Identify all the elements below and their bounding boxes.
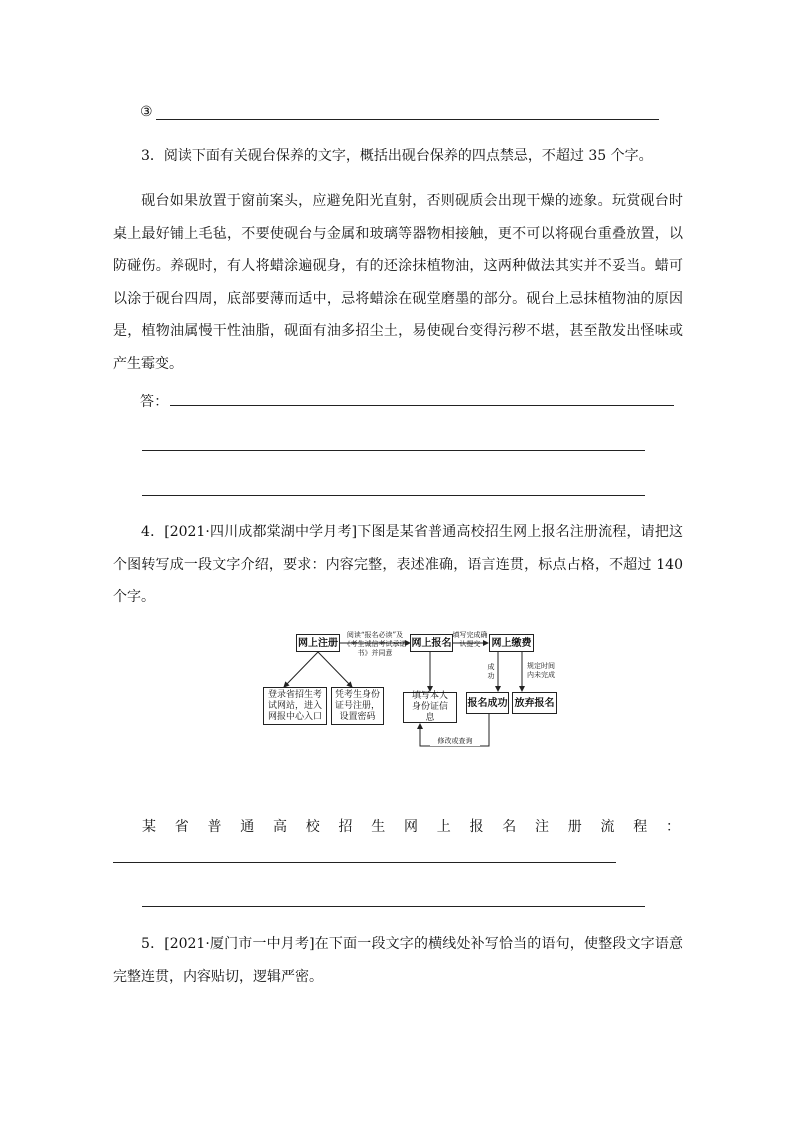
- lead-char: 名: [502, 819, 517, 835]
- item-marker: ③: [140, 104, 153, 120]
- answer-lead: [142, 812, 680, 842]
- lead-char: 报: [469, 819, 484, 835]
- node-apply: 网上报名: [410, 634, 453, 652]
- note-modify: 修改或查询: [430, 737, 480, 746]
- lead-char: 普: [207, 819, 222, 835]
- answer-blank[interactable]: [142, 906, 645, 907]
- question-3: 3．阅读下面有关砚台保养的文字，概括出砚台保养的四点禁忌，不超过 35 个字。: [141, 148, 653, 164]
- question-4: 4．[2021·四川成都棠湖中学月考]下图是某省普通高校招生网上报名注册流程，请把这个图转写成一段文字介绍，要求：内容完整，表述准确，语言连贯，标点占格，不超过 140 个字。: [113, 524, 683, 605]
- lead-char: 注: [535, 819, 549, 835]
- lead-char: 招: [338, 819, 353, 835]
- node-pay: 网上缴费: [489, 634, 534, 652]
- answer-blank[interactable]: [113, 862, 616, 863]
- lead-char: 高: [273, 819, 287, 835]
- lead-char: 生: [371, 819, 386, 835]
- answer-label: 答：: [140, 394, 169, 410]
- lead-char: 省: [174, 819, 189, 835]
- lead-char: 流: [600, 819, 615, 835]
- lead-char: 某: [142, 819, 156, 835]
- lead-char: 网: [404, 819, 418, 835]
- node-register: 网上注册: [296, 634, 340, 652]
- note-fill: 填写完成确认提交: [452, 631, 488, 648]
- node-abandon: 放弃报名: [512, 692, 557, 714]
- note-success: 成功: [487, 663, 495, 680]
- lead-char: ：: [666, 819, 680, 835]
- node-login-site: 登录省招生考试网站，进入网报中心入口: [263, 687, 327, 725]
- node-id-register: 凭考生身份证号注册，设置密码: [331, 687, 384, 725]
- lead-char: 上: [436, 819, 451, 835]
- note-read: 阅读“报名必读”及《考生诚信考试承诺书》并同意: [343, 631, 407, 657]
- lead-char: 通: [240, 819, 255, 835]
- passage-3: 砚台如果放置于窗前案头，应避免阳光直射，否则砚质会出现干燥的迹象。玩赏砚台时桌上最好铺上毛毡，不要使砚台与金属和玻璃等器物相接触，更不可以将砚台重叠放置，以防碰伤。养砚时，有人将蜡涂遍砚身，有的还涂抹植物油，这两种做法其实并不妥当。蜡可以涂于砚台四周，底部要薄而适中，忌将蜡涂在砚堂磨墨的部分。砚台上忌抹植物油的原因是，植物油属慢干性油脂，砚面有油多招尘土，易使砚台变得污秽不堪，甚至散发出怪味或产生霉变。: [113, 193, 683, 372]
- node-fill-info: 填写本人身份证信息: [403, 692, 457, 723]
- node-success: 报名成功: [466, 692, 509, 714]
- question-5: 5．[2021·厦门市一中月考]在下面一段文字的横线处补写恰当的语句，使整段文字语意完整连贯，内容贴切，逻辑严密。: [113, 936, 683, 985]
- note-timeout: 规定时间内未完成: [527, 662, 555, 679]
- lead-char: 校: [305, 819, 320, 835]
- lead-char: 册: [567, 819, 582, 835]
- lead-char: 程: [633, 819, 648, 835]
